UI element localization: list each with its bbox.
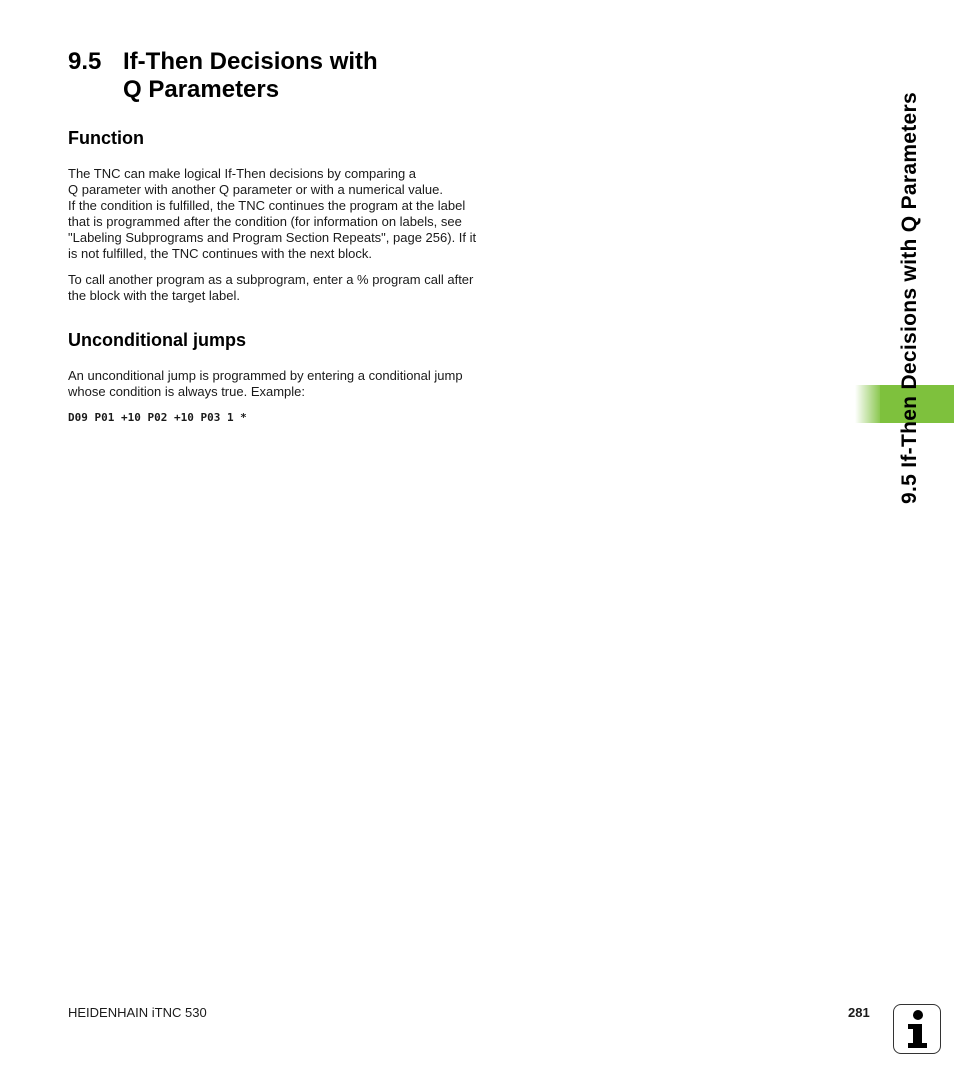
main-content xyxy=(68,126,513,426)
text-line: If the condition is fulfilled, the TNC continues the program at the label xyxy=(68,198,466,213)
section-heading-function: Function xyxy=(68,128,144,148)
footer-manual-name: HEIDENHAIN iTNC 530 xyxy=(68,1005,207,1020)
text-line: is not fulfilled, the TNC continues with the next block. xyxy=(68,246,372,261)
info-icon xyxy=(893,1004,941,1054)
side-chapter-title: 9.5 If-Then Decisions with Q Parameters xyxy=(898,92,921,504)
unconditional-jumps-paragraph xyxy=(68,368,513,400)
title-text-line-1: If-Then Decisions with xyxy=(123,48,378,75)
side-tab-fade xyxy=(855,385,883,423)
text-line: whose condition is always true. Example: xyxy=(68,384,306,399)
text-line: An unconditional jump is programmed by entering a conditional jump xyxy=(68,368,463,383)
text-line: that is programmed after the condition (for information on labels, see xyxy=(68,214,462,229)
title-line-1 xyxy=(68,48,378,76)
text-line: To call another program as a subprogram, enter a % program call after xyxy=(68,272,474,287)
text-line: The TNC can make logical If-Then decisions by comparing a xyxy=(68,166,417,181)
title-text-line-2: Q Parameters xyxy=(123,76,280,103)
text-line: "Labeling Subprograms and Program Section Repeats", page 256). If it xyxy=(68,230,477,245)
function-paragraph-1 xyxy=(68,166,513,262)
function-paragraph-2 xyxy=(68,272,513,304)
text-line: Q parameter with another Q parameter or with a numerical value. xyxy=(68,182,444,197)
section-heading-unconditional-jumps: Unconditional jumps xyxy=(68,330,246,350)
page-number: 281 xyxy=(848,1005,870,1020)
section-number: 9.5 xyxy=(68,48,102,75)
text-line: the block with the target label. xyxy=(68,288,240,303)
code-example: D09 P01 +10 P02 +10 P03 1 * xyxy=(68,411,247,424)
page-title xyxy=(68,48,378,104)
